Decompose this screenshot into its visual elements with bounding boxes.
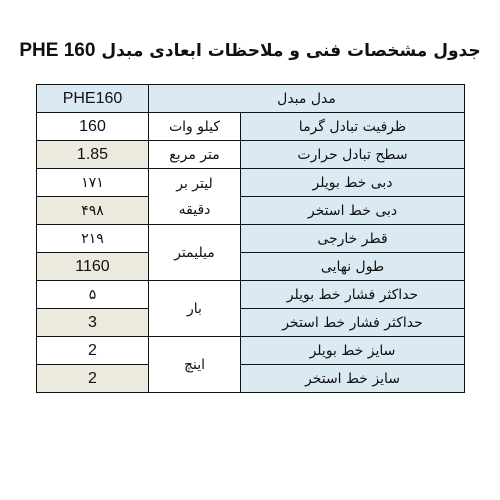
unit-line-2: دقیقه <box>178 201 211 218</box>
table-row <box>37 337 465 365</box>
row-value: ۱۷۱ <box>37 169 149 197</box>
title-model: PHE 160 <box>19 40 96 61</box>
unit-line-1: لیتر بر <box>176 175 213 192</box>
spec-table <box>36 84 465 393</box>
table-row <box>37 253 465 281</box>
table-row <box>37 225 465 253</box>
unit-millimeter: میلیمتر <box>149 225 241 281</box>
row-value: ۵ <box>37 281 149 309</box>
row-label: ظرفیت تبادل گرما <box>241 113 465 141</box>
table-row <box>37 113 465 141</box>
row-label: سایز خط بویلر <box>241 337 465 365</box>
row-value: 160 <box>37 113 149 141</box>
unit-bar: بار <box>149 281 241 337</box>
model-label: مدل مبدل <box>149 85 465 113</box>
row-value: 1160 <box>37 253 149 281</box>
row-label: حداکثر فشار خط استخر <box>241 309 465 337</box>
row-label: حداکثر فشار خط بویلر <box>241 281 465 309</box>
unit-liter-per-minute <box>149 169 241 225</box>
table-row <box>37 169 465 197</box>
row-value: 2 <box>37 365 149 393</box>
row-label: طول نهایی <box>241 253 465 281</box>
unit-inch: اینچ <box>149 337 241 393</box>
row-label: دبی خط بویلر <box>241 169 465 197</box>
table-row <box>37 141 465 169</box>
row-label: سطح تبادل حرارت <box>241 141 465 169</box>
title-text: جدول مشخصات فنی و ملاحظات ابعادی مبدل <box>101 41 481 61</box>
row-label: سایز خط استخر <box>241 365 465 393</box>
model-value: PHE160 <box>37 85 149 113</box>
table-row <box>37 309 465 337</box>
row-label: دبی خط استخر <box>241 197 465 225</box>
table-row <box>37 365 465 393</box>
row-value: ۴۹۸ <box>37 197 149 225</box>
row-label: قطر خارجی <box>241 225 465 253</box>
unit-square-meter: متر مربع <box>149 141 241 169</box>
table-header-row <box>37 85 465 113</box>
row-value: 1.85 <box>37 141 149 169</box>
unit-kilowatt: کیلو وات <box>149 113 241 141</box>
row-value: 2 <box>37 337 149 365</box>
document-title <box>0 40 500 62</box>
row-value: ۲۱۹ <box>37 225 149 253</box>
table-row <box>37 197 465 225</box>
row-value: 3 <box>37 309 149 337</box>
table-row <box>37 281 465 309</box>
